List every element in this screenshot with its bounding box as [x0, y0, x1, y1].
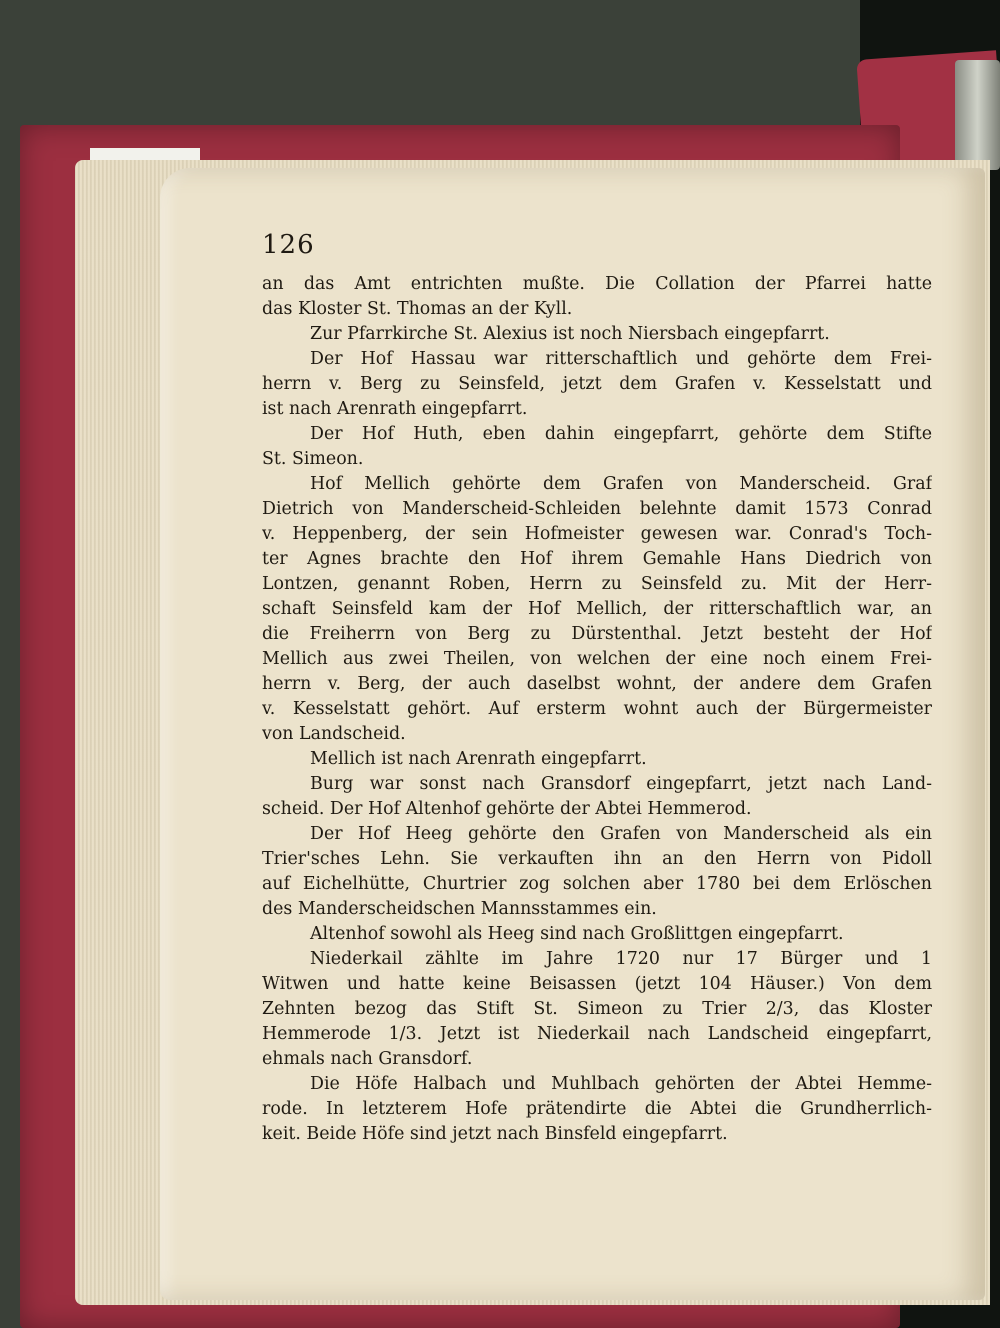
text-line: Zehnten bezog das Stift St. Simeon zu Trier 2/3, das Kloster: [262, 999, 932, 1019]
text-line: Burg war sonst nach Gransdorf eingepfarrt, jetzt nach Land-: [310, 774, 932, 794]
background-cloth: [0, 0, 1000, 130]
text-line: auf Eichelhütte, Churtrier zog solchen aber 1780 bei dem Erlöschen: [262, 874, 932, 894]
text-line: Trier'sches Lehn. Sie verkauften ihn an den Herrn von Pidoll: [262, 849, 932, 869]
text-line: Die Höfe Halbach und Muhlbach gehörten der Abtei Hemme-: [310, 1074, 932, 1094]
text-line: Hemmerode 1/3. Jetzt ist Niederkail nach Landscheid eingepfarrt,: [262, 1024, 932, 1044]
page-text: [262, 272, 932, 1147]
text-line: Dietrich von Manderscheid-Schleiden belehnte damit 1573 Conrad: [262, 499, 932, 519]
text-line: ist nach Arenrath eingepfarrt.: [262, 399, 528, 419]
page-number: 126: [262, 230, 315, 260]
metal-clasp: [955, 60, 1000, 170]
text-line: schaft Seinsfeld kam der Hof Mellich, der ritterschaftlich war, an: [262, 599, 932, 619]
text-line: keit. Beide Höfe sind jetzt nach Binsfeld eingepfarrt.: [262, 1124, 728, 1144]
text-line: das Kloster St. Thomas an der Kyll.: [262, 299, 573, 319]
text-line: ter Agnes brachte den Hof ihrem Gemahle Hans Diedrich von: [262, 549, 932, 569]
text-line: Der Hof Heeg gehörte den Grafen von Manderscheid als ein: [310, 824, 932, 844]
text-line: v. Kesselstatt gehört. Auf ersterm wohnt auch der Bürgermeister: [262, 699, 932, 719]
text-line: Altenhof sowohl als Heeg sind nach Großlittgen eingepfarrt.: [310, 924, 844, 944]
text-line: Witwen und hatte keine Beisassen (jetzt 104 Häuser.) Von dem: [262, 974, 932, 994]
text-line: St. Simeon.: [262, 449, 364, 469]
text-line: Mellich ist nach Arenrath eingepfarrt.: [310, 749, 647, 769]
text-line: des Manderscheidschen Mannsstammes ein.: [262, 899, 657, 919]
page-content: [262, 230, 932, 1147]
text-line: von Landscheid.: [262, 724, 406, 744]
text-line: die Freiherrn von Berg zu Dürstenthal. Jetzt besteht der Hof: [262, 624, 932, 644]
text-line: scheid. Der Hof Altenhof gehörte der Abtei Hemmerod.: [262, 799, 752, 819]
text-line: Der Hof Huth, eben dahin eingepfarrt, gehörte dem Stifte: [310, 424, 932, 444]
text-line: rode. In letzterem Hofe prätendirte die Abtei die Grundherrlich-: [262, 1099, 932, 1119]
text-line: Lontzen, genannt Roben, Herrn zu Seinsfeld zu. Mit der Herr-: [262, 574, 932, 594]
text-line: Hof Mellich gehörte dem Grafen von Manderscheid. Graf: [310, 474, 932, 494]
text-line: herrn v. Berg zu Seinsfeld, jetzt dem Grafen v. Kesselstatt und: [262, 374, 932, 394]
text-line: Der Hof Hassau war ritterschaftlich und gehörte dem Frei-: [310, 349, 932, 369]
text-line: Mellich aus zwei Theilen, von welchen der eine noch einem Frei-: [262, 649, 932, 669]
text-line: Niederkail zählte im Jahre 1720 nur 17 Bürger und 1: [310, 949, 932, 969]
text-line: herrn v. Berg, der auch daselbst wohnt, der andere dem Grafen: [262, 674, 932, 694]
text-line: an das Amt entrichten mußte. Die Collation der Pfarrei hatte: [262, 274, 932, 294]
text-line: ehmals nach Gransdorf.: [262, 1049, 473, 1069]
text-line: v. Heppenberg, der sein Hofmeister gewesen war. Conrad's Toch-: [262, 524, 932, 544]
text-line: Zur Pfarrkirche St. Alexius ist noch Niersbach eingepfarrt.: [310, 324, 830, 344]
